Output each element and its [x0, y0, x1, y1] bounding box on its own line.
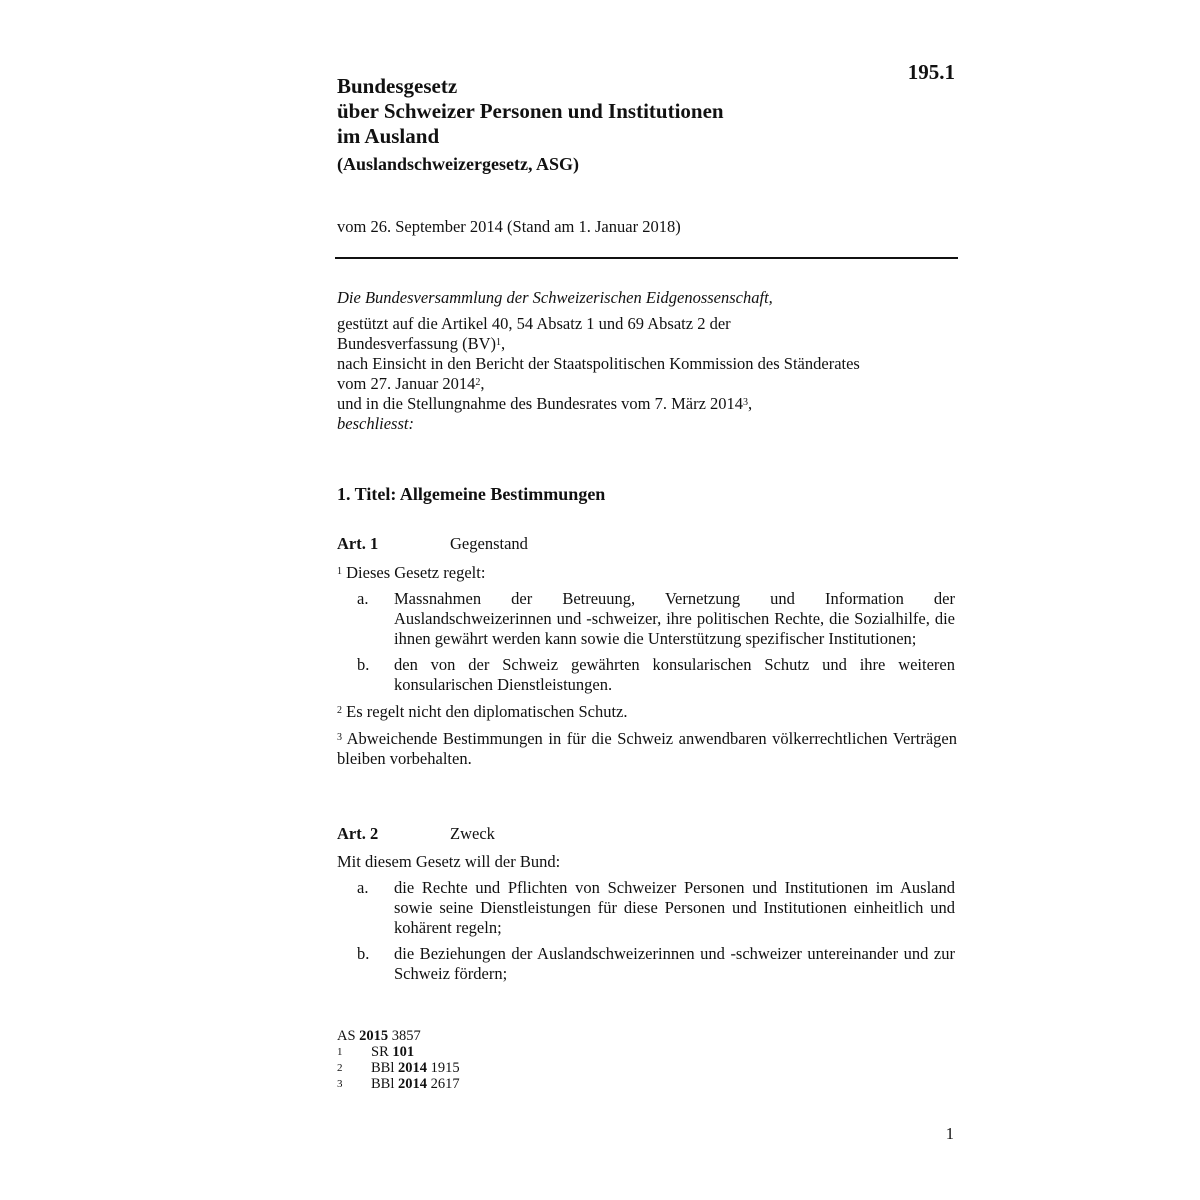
title-line-3: im Ausland	[337, 124, 440, 148]
preamble-opinion: und in die Stellungnahme des Bundesrates vom 7. März 2014$^3$,	[337, 394, 753, 413]
article-1-paragraph-1: $^1$ Dieses Gesetz regelt:	[337, 563, 486, 582]
footnotes	[337, 1028, 460, 1092]
page-number: 1	[945, 1124, 954, 1143]
item-text: Massnahmen der Betreuung, Vernetzung und Information der Auslandschweizerinnen und -schweizer, ihre politischen Rechte, die Sozialhilfe, die ihnen gewährt werden kann sowie die Unterstützung spezifischer Institutionen;	[394, 589, 955, 648]
preamble-resolves: beschliesst:	[337, 414, 414, 433]
footnote-ref-1[interactable]: 1	[496, 337, 502, 348]
preamble-basis-line-1: gestützt auf die Artikel 40, 54 Absatz 1 und 69 Absatz 2 der	[337, 314, 731, 333]
footnote-3: 3 BBl 2014 2617	[337, 1076, 460, 1092]
article-2-heading	[337, 824, 495, 844]
item-letter: b.	[357, 944, 370, 963]
list-item	[337, 944, 957, 984]
article-2-number: Art. 2	[337, 824, 379, 843]
article-1-heading	[337, 534, 528, 554]
preamble-report-line-1: nach Einsicht in den Bericht der Staatspolitischen Kommission des Ständerates	[337, 354, 860, 373]
preamble	[337, 288, 957, 434]
article-2-intro: Mit diesem Gesetz will der Bund:	[337, 852, 561, 871]
title-line-1: Bundesgesetz	[337, 74, 458, 98]
item-letter: a.	[357, 589, 369, 608]
preamble-report-line-2: vom 27. Januar 2014$^2$,	[337, 374, 485, 393]
item-text: die Rechte und Pflichten von Schweizer Personen und Institutionen im Ausland sowie seine Dienstleistungen für diese Personen und Institutionen einheitlich und kohärent regeln;	[394, 878, 955, 937]
item-text: den von der Schweiz gewährten konsularischen Schutz und ihre weiteren konsularischen Dienstleistungen.	[394, 655, 955, 694]
article-1-paragraph-3: $^3$ Abweichende Bestimmungen in für die Schweiz anwendbaren völkerrechtlichen Verträgen bleiben vorbehalten.	[337, 729, 957, 768]
article-2-title: Zweck	[450, 824, 495, 843]
article-1-number: Art. 1	[337, 534, 379, 553]
article-2-body	[337, 852, 957, 984]
sr-number: 195.1	[907, 60, 955, 84]
list-item	[337, 878, 957, 938]
section-title: 1. Titel: Allgemeine Bestimmungen	[337, 484, 606, 504]
footnote-ref-3[interactable]: 3	[743, 397, 749, 408]
article-1-title: Gegenstand	[450, 534, 528, 553]
header-divider	[335, 257, 958, 259]
enactment-date: vom 26. September 2014 (Stand am 1. Januar 2018)	[337, 217, 681, 236]
short-title: (Auslandschweizergesetz, ASG)	[337, 154, 579, 174]
preamble-basis-line-2: Bundesverfassung (BV)$^1$,	[337, 334, 506, 353]
item-text: die Beziehungen der Auslandschweizerinnen und -schweizer untereinander und zur Schweiz fördern;	[394, 944, 955, 983]
list-item	[337, 589, 957, 649]
official-compilation-ref: AS 2015 3857	[337, 1028, 421, 1044]
article-1-paragraph-2: $^2$ Es regelt nicht den diplomatischen Schutz.	[337, 702, 628, 721]
footnote-1: 1 SR 101	[337, 1044, 415, 1060]
item-letter: b.	[357, 655, 370, 674]
list-item	[337, 655, 957, 695]
item-letter: a.	[357, 878, 369, 897]
footnote-ref-2[interactable]: 2	[475, 377, 481, 388]
preamble-assembly: Die Bundesversammlung der Schweizerischen Eidgenossenschaft,	[337, 288, 773, 307]
title-line-2: über Schweizer Personen und Institutionen	[337, 99, 724, 123]
article-1-body	[337, 563, 957, 769]
footnote-2: 2 BBl 2014 1915	[337, 1060, 460, 1076]
title-block	[337, 74, 897, 175]
